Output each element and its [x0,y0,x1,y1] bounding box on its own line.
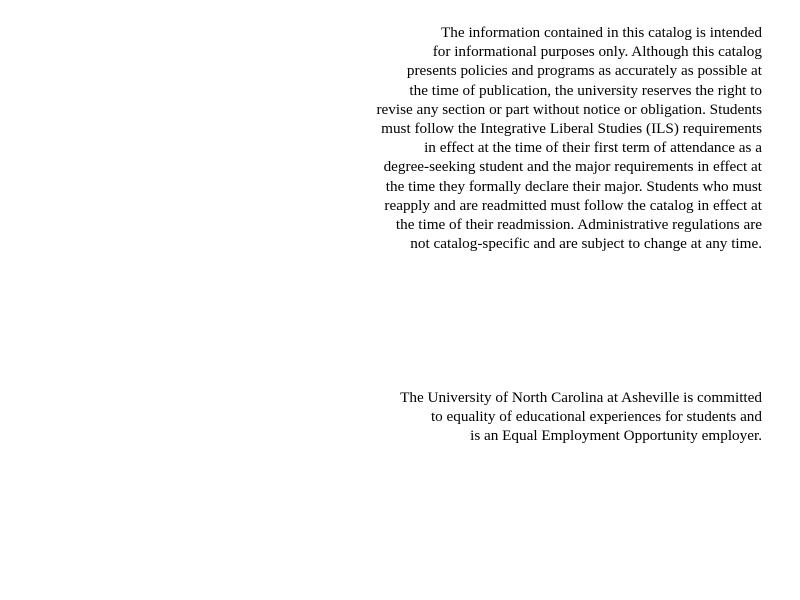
disclaimer-line: reapply and are readmitted must follow the catalog in effect at [384,196,762,214]
equal-opportunity-statement [400,388,762,446]
disclaimer-line: presents policies and programs as accurately as possible at [406,62,762,80]
disclaimer-line: in effect at the time of their first term of attendance as a [424,139,762,157]
disclaimer-line: the time they formally declare their major. Students who must [385,177,762,195]
equality-line: The University of North Carolina at Asheville is committed [400,389,762,406]
disclaimer-line: The information contained in this catalog is intended [441,24,762,41]
disclaimer-line: degree-seeking student and the major requirements in effect at [383,158,762,176]
disclaimer-line: not catalog-specific and are subject to change at any time. [410,235,762,253]
disclaimer-line: must follow the Integrative Liberal Studies (ILS) requirements [381,120,762,138]
equality-line: to equality of educational experiences for students and [430,408,762,426]
disclaimer-line: the time of their readmission. Administrative regulations are [395,216,762,234]
disclaimer-line: revise any section or part without notice or obligation. Students [376,100,762,118]
catalog-disclaimer-paragraph [376,23,762,253]
disclaimer-line: for informational purposes only. Although this catalog [432,43,762,61]
equality-line: is an Equal Employment Opportunity employer. [470,427,762,445]
disclaimer-line: the time of publication, the university reserves the right to [409,81,762,99]
